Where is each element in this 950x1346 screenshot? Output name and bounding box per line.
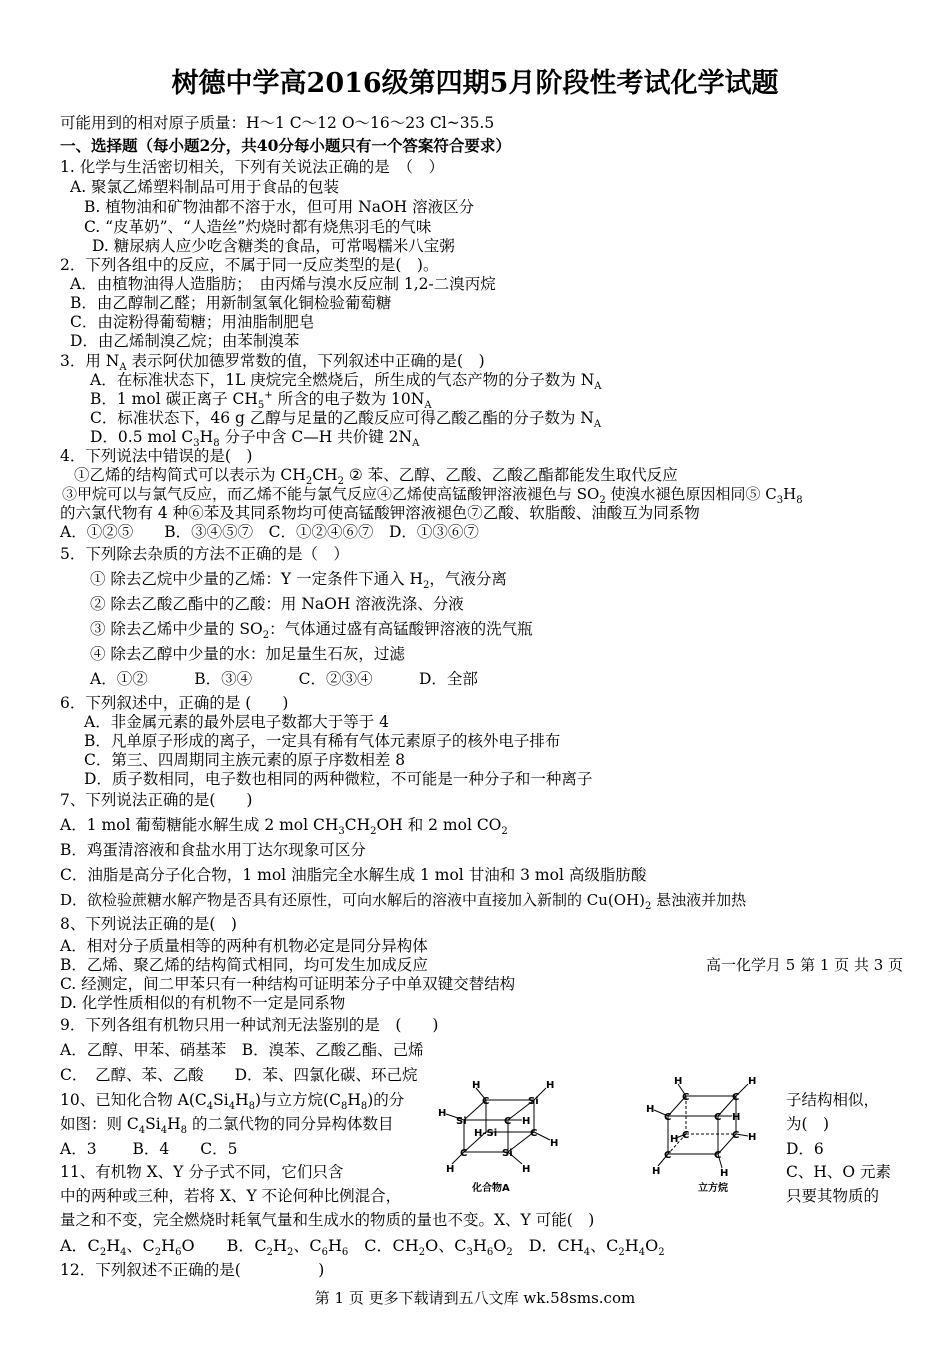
q5-item: ② 除去乙酸乙酯中的乙酸：用 NaOH 溶液洗涤、分液	[90, 595, 464, 613]
atom-c: C	[714, 1150, 722, 1161]
q3-option-d: D．0.5 mol $C_3H_8$ 分子中含 C—H 共价键 $2N_A$	[90, 428, 420, 450]
page-footer: 第 1 页 更多下载请到五八文库 wk.58sms.com	[314, 1289, 636, 1307]
atom-c: C	[732, 1092, 740, 1103]
q4-statement-line: ①乙烯的结构简式可以表示为 $CH_2CH_2$ ② 苯、乙醇、乙酸、乙酸乙酯都能发生取代反应	[74, 466, 678, 488]
q11-stem: 中的两种或三种，若将 X、Y 不论何种比例混合，	[60, 1187, 402, 1205]
q1-option-a: A. 聚氯乙烯塑料制品可用于食品的包装	[70, 178, 340, 196]
atom-c: C	[714, 1112, 722, 1123]
atom-h: H	[546, 1080, 555, 1091]
atom-si: Si	[502, 1148, 513, 1159]
atom-c: C	[530, 1128, 538, 1139]
q4-statement-line: 的六氯代物有 4 种⑥苯及其同系物均可使高锰酸钾溶液褪色⑦乙酸、软脂酸、油酸互为同系物	[60, 504, 700, 522]
page-title: 树德中学高2016级第四期5月阶段性考试化学试题	[171, 68, 779, 99]
q7-stem: 7、下列说法正确的是( )	[60, 791, 253, 809]
q2-option-c: C．由淀粉得葡萄糖；用油脂制肥皂	[70, 313, 315, 331]
q11-option-c: C．$CH_2O$、$C_3H_6O_2$	[364, 1236, 513, 1259]
q10-options: A．3 B．4 C．5	[60, 1140, 238, 1158]
atom-h: H	[522, 1164, 531, 1175]
q8-stem: 8、下列说法正确的是( )	[60, 915, 237, 933]
q1-option-c: C. “皮革奶”、“人造丝”灼烧时都有烧焦羽毛的气味	[84, 218, 432, 236]
q7-option-d: D．欲检验蔗糖水解产物是否具有还原性，可向水解后的溶液中直接加入新制的 $Cu(OH)_2$ 悬浊液并加热	[60, 891, 747, 912]
q7-option-b: B．鸡蛋清溶液和食盐水用丁达尔现象可区分	[60, 841, 366, 859]
q6-option-a: A．非金属元素的最外层电子数都大于等于 4	[84, 713, 389, 731]
q1-option-d: D. 糖尿病人应少吃含糖类的食品，可常喝糯米八宝粥	[92, 237, 455, 255]
q11-options	[60, 1236, 665, 1259]
q3-stem: 3．用 $N_A$ 表示阿伏加德罗常数的值，下列叙述中正确的是( )	[60, 352, 485, 374]
q3-option-c: C．标准状态下，46 g 乙醇与足量的乙酸反应可得乙酸乙酯的分子数为 $N_A$	[90, 409, 602, 431]
q3-option-a: A．在标准状态下，1L 庚烷完全燃烧后，所生成的气态产物的分子数为 $N_A$	[90, 371, 602, 393]
q4-options: A．①②⑤ B．③④⑤⑦ C．①②④⑥⑦ D．①③⑥⑦	[60, 523, 479, 541]
atom-h: H	[720, 1168, 729, 1179]
q8-option-d: D. 化学性质相似的有机物不一定是同系物	[60, 994, 346, 1012]
atom-c: C	[682, 1092, 690, 1103]
q10-stem: 10、已知化合物 $A(C_4Si_4H_8)$与立方烷$(C_8H_8)$的分	[60, 1091, 405, 1113]
q11-option-d: D．$CH_4$、$C_2H_4O_2$	[528, 1236, 665, 1259]
atom-c: C	[664, 1112, 672, 1123]
q9-stem: 9．下列各组有机物只用一种试剂无法鉴别的是 ( )	[60, 1016, 439, 1034]
figure-label: 化合物A	[472, 1183, 510, 1194]
q1-option-b: B. 植物油和矿物油都不溶于水，但可用 NaOH 溶液区分	[84, 198, 475, 216]
q11-stem: 11、有机物 X、Y 分子式不同，它们只含	[60, 1163, 344, 1181]
q2-option-b: B．由乙醇制乙醛；用新制氢氧化铜检验葡萄糖	[70, 294, 392, 312]
q8-option-b: B．乙烯、聚乙烯的结构简式相同，均可发生加成反应	[60, 956, 428, 974]
q6-option-b: B．凡单原子形成的离子，一定具有稀有气体元素原子的核外电子排布	[84, 732, 561, 750]
q4-statement-line: ③甲烷可以与氯气反应，而乙烯不能与氯气反应④乙烯使高锰酸钾溶液褪色与 $SO_2$ 使溴水褪色原因相同⑤ $C_3H_8$	[62, 485, 803, 506]
atom-h: H	[652, 1166, 661, 1177]
atom-c: C	[460, 1148, 468, 1159]
atom-c: C	[682, 1130, 690, 1141]
q4-stem: 4．下列说法中错误的是( )	[60, 447, 253, 465]
atom-h: H	[674, 1076, 683, 1087]
q7-option-c: C．油脂是高分子化合物，1 mol 油脂完全水解生成 1 mol 甘油和 3 mol 高级脂肪酸	[60, 866, 647, 884]
q8-option-a: A．相对分子质量相等的两种有机物必定是同分异构体	[60, 937, 428, 955]
q2-stem: 2．下列各组中的反应，不属于同一反应类型的是( )。	[60, 256, 439, 274]
atom-h: H	[438, 1108, 447, 1119]
atom-c: C	[504, 1116, 512, 1127]
q7-option-a: A．1 mol 葡萄糖能水解生成 2 mol $CH_3CH_2OH$ 和 2 mol $CO_2$	[60, 816, 508, 838]
q3-option-b: B．1 mol 碳正离子 $CH_5^+$ 所含的电子数为 $10N_A$	[90, 389, 432, 412]
q2-option-d: D．由乙烯制溴乙烷；由苯制溴苯	[70, 332, 300, 350]
atom-h: H	[522, 1116, 531, 1127]
q1-stem: 1. 化学与生活密切相关，下列有关说法正确的是 （ ）	[60, 158, 444, 176]
q5-item: ① 除去乙烷中少量的乙烯：Y 一定条件下通入 $H_2$，气液分离	[90, 570, 507, 592]
atom-h: H	[550, 1138, 559, 1149]
atom-si: Si	[456, 1116, 467, 1127]
q12-stem: 12．下列叙述不正确的是( )	[60, 1261, 325, 1279]
atom-h-si: H-Si	[474, 1128, 498, 1139]
q8-option-c: C. 经测定，间二甲苯只有一种结构可证明苯分子中单双键交替结构	[60, 975, 516, 993]
q10-option-d: D．6	[786, 1140, 824, 1158]
section-heading: 一、选择题（每小题2分，共40分每小题只有一个答案符合要求）	[60, 136, 511, 155]
figure-label: 立方烷	[698, 1183, 728, 1194]
atom-h: H	[472, 1080, 481, 1091]
page-tag: 高一化学月 5 第 1 页 共 3 页	[706, 956, 904, 974]
atom-c: C	[482, 1096, 490, 1107]
atom-h: H	[748, 1132, 757, 1143]
q6-option-d: D．质子数相同，电子数也相同的两种微粒，不可能是一种分子和一种离子	[84, 770, 593, 788]
cubane-structure	[640, 1076, 780, 1196]
compound-a-structure	[430, 1076, 570, 1196]
q11-option-b: B．$C_2H_2$、$C_6H_6$	[226, 1236, 349, 1259]
atom-h: H	[748, 1076, 757, 1087]
atom-h: H	[670, 1134, 679, 1145]
q11-stem-right: C、H、O 元素	[786, 1163, 892, 1181]
q5-options: A．①② B．③④ C．②③④ D．全部	[90, 670, 478, 688]
atomic-masses: 可能用到的相对原子质量：H～1 C～12 O～16～23 Cl~35.5	[60, 114, 495, 132]
atom-c: C	[732, 1130, 740, 1141]
q11-stem-right: 只要其物质的	[786, 1187, 880, 1205]
atom-si: Si	[528, 1096, 539, 1107]
q6-stem: 6．下列叙述中，正确的是 ( )	[60, 694, 289, 712]
q2-option-a: A．由植物油得人造脂肪； 由丙烯与溴水反应制 1,2-二溴丙烷	[70, 275, 496, 293]
atom-h: H	[646, 1104, 655, 1115]
q9-options-ab: A．乙醇、甲苯、硝基苯 B．溴苯、乙酸乙酯、己烯	[60, 1041, 424, 1059]
q6-option-c: C．第三、四周期同主族元素的原子序数相差 8	[84, 751, 406, 769]
q11-stem: 量之和不变，完全燃烧时耗氧气量和生成水的物质的量也不变。X、Y 可能( )	[60, 1211, 595, 1229]
q10-stem: 如图：则 $C_4Si_4H_8$ 的二氯代物的同分异构体数目	[60, 1115, 394, 1137]
q5-item: ③ 除去乙烯中少量的 $SO_2$：气体通过盛有高锰酸钾溶液的洗气瓶	[90, 620, 533, 642]
q5-item: ④ 除去乙醇中少量的水：加足量生石灰，过滤	[90, 645, 405, 663]
q9-options-cd: C． 乙醇、苯、乙酸 D．苯、四氯化碳、环己烷	[60, 1066, 418, 1084]
atom-c: C	[664, 1150, 672, 1161]
atom-h: H	[446, 1164, 455, 1175]
atom-h: H	[732, 1112, 741, 1123]
q5-stem: 5．下列除去杂质的方法不正确的是（ ）	[60, 545, 349, 563]
q11-option-a: A．$C_2H_4$、$C_2H_6O$	[60, 1236, 195, 1259]
q10-stem-right: 为( )	[786, 1115, 830, 1133]
q10-stem-right: 子结构相似，	[786, 1091, 880, 1109]
